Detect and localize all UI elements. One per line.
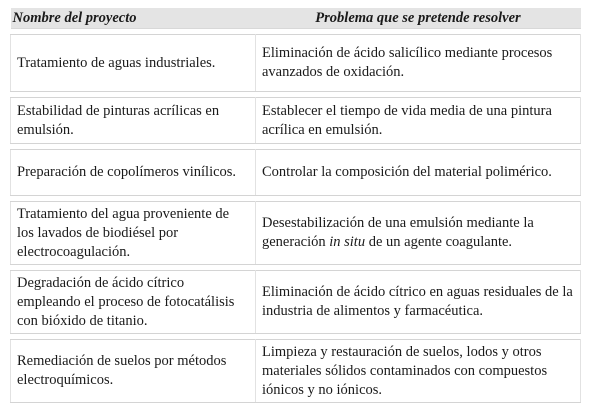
project-cell: Remediación de suelos por métodos electroquímicos.: [11, 340, 256, 403]
header-problem: Problema que se pretende resolver: [256, 8, 581, 29]
problem-cell: [256, 202, 581, 265]
problem-text-emphasis: in situ: [329, 234, 366, 250]
problem-cell: Limpieza y restauración de suelos, lodos y otros materiales sólidos contaminados con compuestos iónicos y no iónicos.: [256, 340, 581, 403]
problem-cell: Establecer el tiempo de vida media de una pintura acrílica en emulsión.: [256, 98, 581, 144]
table-header-row: [11, 8, 581, 29]
table-row: [11, 340, 581, 403]
problem-cell: Eliminación de ácido salicílico mediante procesos avanzados de oxidación.: [256, 35, 581, 92]
problem-text-pre: Desestabilización de una emulsión mediante la generación: [262, 215, 534, 250]
problem-text-post: de un agente coagulante.: [365, 234, 513, 250]
problem-cell: Eliminación de ácido cítrico en aguas residuales de la industria de alimentos y farmacéutica.: [256, 271, 581, 334]
project-cell: Tratamiento del agua proveniente de los lavados de biodiésel por electrocoagulación.: [11, 202, 256, 265]
project-cell: Tratamiento de aguas industriales.: [11, 35, 256, 92]
table-row: [11, 35, 581, 92]
table-row: [11, 98, 581, 144]
table-row: [11, 150, 581, 196]
projects-table: [10, 8, 581, 403]
project-cell: Preparación de copolímeros vinílicos.: [11, 150, 256, 196]
table-row: [11, 271, 581, 334]
project-cell: Estabilidad de pinturas acrílicas en emulsión.: [11, 98, 256, 144]
problem-cell: Controlar la composición del material polimérico.: [256, 150, 581, 196]
table-row: [11, 202, 581, 265]
projects-table-container: [10, 8, 580, 403]
header-project-name: Nombre del proyecto: [11, 8, 256, 29]
project-cell: Degradación de ácido cítrico empleando el proceso de fotocatálisis con bióxido de titanio.: [11, 271, 256, 334]
